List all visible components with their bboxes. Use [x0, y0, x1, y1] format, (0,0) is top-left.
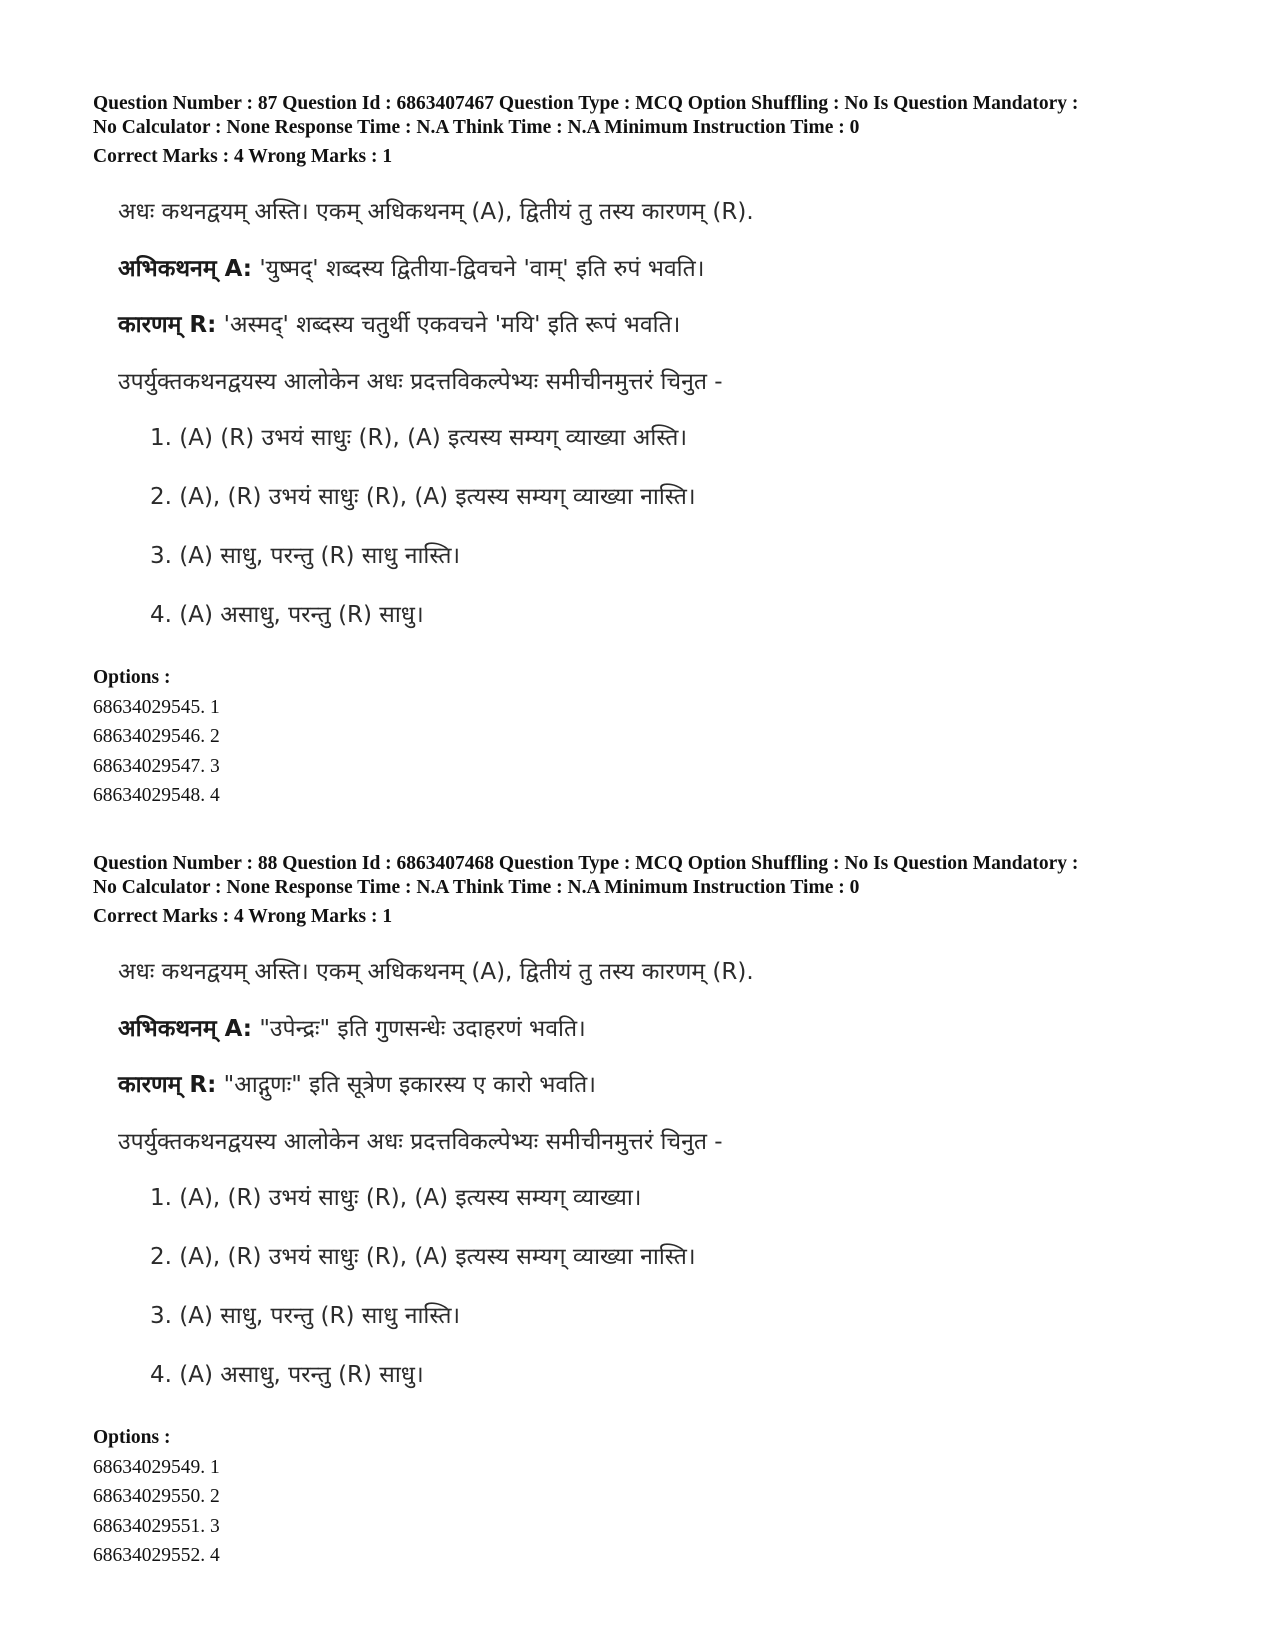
choice-item: 4. (A) असाधु, परन्तु (R) साधु। [150, 1362, 424, 1388]
question-meta [93, 852, 1203, 929]
choice-item: 2. (A), (R) उभयं साधुः (R), (A) इत्यस्य सम्यग् व्याख्या नास्ति। [150, 484, 696, 510]
question-meta-line-2: No Calculator : None Response Time : N.A Think Time : N.A Minimum Instruction Time : 0 [93, 117, 860, 138]
assertion-text: "उपेन्द्रः" इति गुणसन्धेः उदाहरणं भवति। [259, 1015, 586, 1042]
choice-item: 1. (A) (R) उभयं साधुः (R), (A) इत्यस्य सम्यग् व्याख्या अस्ति। [150, 425, 688, 451]
question-instruction: उपर्युक्तकथनद्वयस्य आलोकेन अधः प्रदत्तविकल्पेभ्यः समीचीनमुत्तरं चिनुत - [118, 1128, 723, 1155]
question-block [93, 92, 1203, 811]
options-label: Options : [93, 667, 171, 688]
reason-line [118, 1068, 1203, 1125]
option-id: 68634029547. 3 [93, 755, 220, 777]
question-body [118, 195, 1203, 657]
choice-item: 3. (A) साधु, परन्तु (R) साधु नास्ति। [150, 543, 461, 569]
reason-label: कारणम् R: [118, 312, 217, 338]
options-list [93, 663, 1203, 811]
reason-text: 'अस्मद्' शब्दस्य चतुर्थी एकवचने 'मयि' इति रूपं भवति। [223, 312, 681, 338]
assertion-label: अभिकथनम् A: [118, 1015, 253, 1042]
assertion-line [118, 252, 1203, 309]
assertion-text: 'युष्मद्' शब्दस्य द्वितीया-द्विवचने 'वाम्' इति रुपं भवति। [259, 255, 705, 282]
question-intro: अधः कथनद्वयम् अस्ति। एकम् अधिकथनम् (A), द्वितीयं तु तस्य कारणम् (R). [118, 199, 754, 225]
assertion-line [118, 1012, 1203, 1069]
question-meta-line-2: No Calculator : None Response Time : N.A Think Time : N.A Minimum Instruction Time : 0 [93, 877, 860, 898]
reason-text: "आद्गुणः" इति सूत्रेण इकारस्य ए कारो भवति। [223, 1072, 596, 1098]
option-id: 68634029548. 4 [93, 785, 220, 806]
choice-item: 4. (A) असाधु, परन्तु (R) साधु। [150, 602, 424, 628]
question-meta [93, 92, 1203, 169]
question-body [118, 955, 1203, 1417]
question-instruction: उपर्युक्तकथनद्वयस्य आलोकेन अधः प्रदत्तविकल्पेभ्यः समीचीनमुत्तरं चिनुत - [118, 368, 723, 395]
question-marks: Correct Marks : 4 Wrong Marks : 1 [93, 906, 393, 927]
question-meta-line-1: Question Number : 88 Question Id : 6863407468 Question Type : MCQ Option Shuffling : No Is Question Mandatory : [93, 853, 1079, 874]
question-intro: अधः कथनद्वयम् अस्ति। एकम् अधिकथनम् (A), द्वितीयं तु तस्य कारणम् (R). [118, 959, 754, 985]
option-id: 68634029551. 3 [93, 1515, 220, 1537]
choice-item: 2. (A), (R) उभयं साधुः (R), (A) इत्यस्य सम्यग् व्याख्या नास्ति। [150, 1244, 696, 1270]
option-id: 68634029546. 2 [93, 726, 220, 747]
option-id: 68634029550. 2 [93, 1486, 220, 1507]
option-id: 68634029545. 1 [93, 696, 220, 718]
assertion-label: अभिकथनम् A: [118, 255, 253, 282]
option-id: 68634029549. 1 [93, 1456, 220, 1478]
choice-item: 3. (A) साधु, परन्तु (R) साधु नास्ति। [150, 1303, 461, 1329]
options-list [93, 1423, 1203, 1571]
reason-line [118, 308, 1203, 365]
choice-item: 1. (A), (R) उभयं साधुः (R), (A) इत्यस्य सम्यग् व्याख्या। [150, 1185, 642, 1211]
choice-list [150, 1181, 1203, 1417]
question-marks: Correct Marks : 4 Wrong Marks : 1 [93, 146, 393, 167]
options-label: Options : [93, 1427, 171, 1448]
option-id: 68634029552. 4 [93, 1545, 220, 1566]
choice-list [150, 421, 1203, 657]
question-meta-line-1: Question Number : 87 Question Id : 6863407467 Question Type : MCQ Option Shuffling : No Is Question Mandatory : [93, 93, 1079, 114]
question-block [93, 852, 1203, 1571]
reason-label: कारणम् R: [118, 1072, 217, 1098]
